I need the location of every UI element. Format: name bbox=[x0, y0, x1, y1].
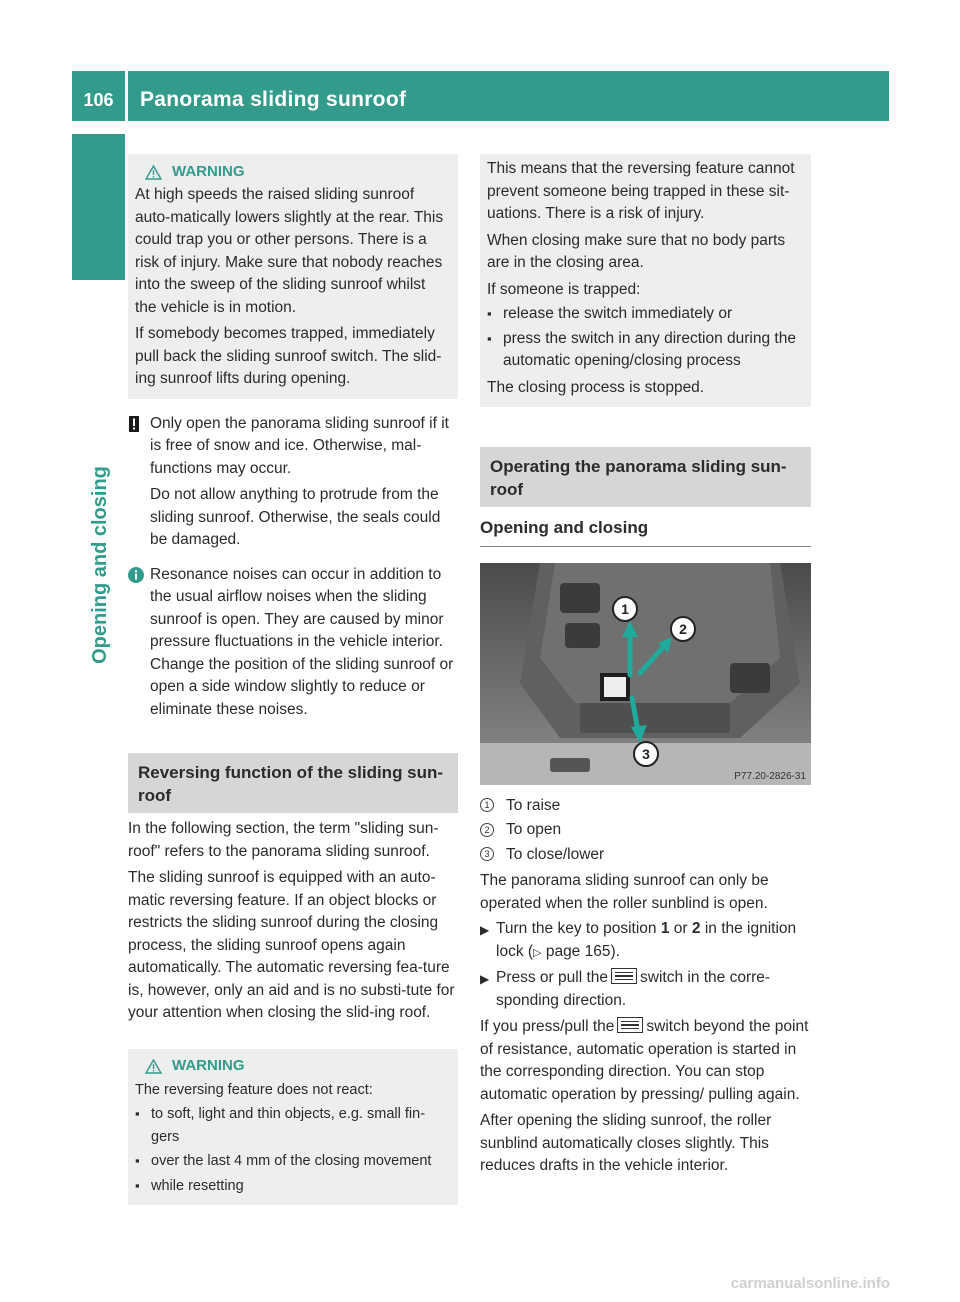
bullet-text: release the switch immediately or bbox=[503, 305, 733, 322]
warning-text: If someone is trapped: bbox=[487, 280, 641, 298]
step-arrow-icon: ▶ bbox=[480, 923, 490, 937]
warning-text: This means that the reversing feature cannot prevent someone being trapped in these sit-uations. There is a risk of injury. bbox=[487, 160, 795, 222]
warning-text: At high speeds the raised sliding sunroof auto-matically lowers slightly at the rear. This could trap you or other persons. There is a risk of injury. Make sure that nobody reaches into the sweep of the sliding sunroof whilst the vehicle is in motion. bbox=[135, 186, 444, 316]
bullet-item bbox=[487, 303, 804, 326]
left-column bbox=[128, 154, 458, 1205]
caption-text: To open bbox=[506, 821, 562, 838]
step-text: Turn the key to position 1 or 2 in the ignition lock (▷ page 165). bbox=[496, 920, 797, 960]
bullet-item bbox=[135, 1175, 451, 1198]
subheading-opening-closing: Opening and closing bbox=[480, 507, 811, 547]
warning-triangle-icon bbox=[145, 1059, 162, 1074]
info-text: Resonance noises can occur in addition to the usual airflow noises when the sliding sunroof is open. They are caused by minor pressure fluctuations in the vehicle interior. Change the position of the sliding sunroof or open a side window slightly to reduce or eliminate these noises. bbox=[150, 565, 454, 718]
svg-text:2: 2 bbox=[679, 620, 687, 637]
caution-body bbox=[146, 413, 458, 552]
instruction-step bbox=[480, 967, 811, 1012]
svg-text:1: 1 bbox=[621, 600, 629, 617]
exclamation-icon bbox=[128, 416, 146, 552]
chapter-label bbox=[80, 466, 120, 664]
step-text: Press or pull the switch in the corre-sponding direction. bbox=[496, 969, 771, 1009]
warning-box-continued bbox=[480, 154, 811, 407]
bullet-marker: ▪ bbox=[135, 1177, 140, 1193]
caption-text: To close/lower bbox=[506, 845, 605, 863]
callout-2 bbox=[671, 617, 695, 641]
bullet-marker: ▪ bbox=[135, 1153, 140, 1168]
warning-heading bbox=[145, 160, 451, 184]
callout-1 bbox=[613, 597, 637, 621]
caption-item bbox=[480, 819, 811, 842]
page-ref-arrow-icon: ▷ bbox=[533, 946, 542, 959]
info-icon bbox=[128, 567, 146, 722]
caption-number: 3 bbox=[480, 844, 506, 867]
page-title: Panorama sliding sunroof bbox=[140, 88, 407, 111]
warning-heading-text: WARNING bbox=[172, 1057, 245, 1075]
warning-text: When closing make sure that no body parts are in the closing area. bbox=[487, 231, 786, 271]
body-paragraph: After opening the sliding sunroof, the roller sunblind automatically closes slightly. This reduces drafts in the vehicle interior. bbox=[480, 1112, 772, 1174]
warning-box-2 bbox=[128, 1049, 458, 1206]
sunroof-switch-icon bbox=[611, 968, 637, 984]
caution-text: Only open the panorama sliding sunroof if it is free of snow and ice. Otherwise, mal-functions may occur. bbox=[150, 414, 449, 477]
footer-watermark: carmanualsonline.info bbox=[730, 1275, 890, 1292]
page-header bbox=[72, 71, 889, 121]
bullet-text: over the last 4 mm of the closing movement bbox=[151, 1153, 432, 1169]
body-paragraph: The panorama sliding sunroof can only be operated when the roller sunblind is open. bbox=[480, 872, 769, 912]
warning-text: If somebody becomes trapped, immediately pull back the sliding sunroof switch. The slid-ing sunroof lifts during opening. bbox=[135, 325, 442, 387]
right-column bbox=[480, 154, 811, 1178]
warning-triangle-icon bbox=[145, 165, 162, 180]
bullet-marker: ▪ bbox=[487, 306, 492, 321]
sunroof-switch-icon bbox=[617, 1017, 643, 1033]
page-number: 106 bbox=[83, 90, 114, 110]
caption-item bbox=[480, 795, 811, 818]
bullet-item bbox=[135, 1103, 451, 1148]
step-arrow-icon: ▶ bbox=[480, 972, 490, 986]
bullet-marker: ▪ bbox=[135, 1106, 140, 1121]
caption-number: 2 bbox=[480, 819, 506, 842]
instruction-step bbox=[480, 918, 811, 964]
info-body bbox=[146, 564, 458, 722]
bullet-text: while resetting bbox=[151, 1177, 244, 1194]
bullet-text: to soft, light and thin objects, e.g. small fin-gers bbox=[151, 1106, 426, 1145]
info-note bbox=[128, 564, 458, 722]
bullet-item bbox=[135, 1150, 451, 1173]
body-paragraph: The sliding sunroof is equipped with an auto-matic reversing feature. If an object blocks or restricts the sliding sunroof during the closing process, the sliding sunroof opens again automatically. The automatic reversing fea-ture is, however, only an aid and is no substi-tute for your attention when closing the slid-ing roof. bbox=[128, 869, 455, 1021]
caption-item bbox=[480, 844, 811, 867]
body-paragraph: If you press/pull the switch beyond the point of resistance, automatic operation is started in the corresponding direction. You can stop automatic operation by pressing/ pulling again. bbox=[480, 1018, 809, 1103]
section-heading-reversing: Reversing function of the sliding sun-roof bbox=[128, 753, 458, 813]
page-reference-link[interactable]: page 165). bbox=[541, 942, 620, 960]
caption-number: 1 bbox=[480, 795, 506, 818]
section-heading-operating: Operating the panorama sliding sun-roof bbox=[480, 447, 811, 507]
caption-text: To raise bbox=[506, 796, 561, 814]
figure-code: P77.20-2826-31 bbox=[734, 770, 806, 782]
bullet-text: press the switch in any direction during the automatic opening/closing process bbox=[503, 329, 796, 369]
callout-3 bbox=[634, 742, 658, 766]
svg-text:3: 3 bbox=[642, 745, 650, 762]
warning-heading-text: WARNING bbox=[172, 162, 245, 180]
caution-note bbox=[128, 413, 458, 552]
caution-text: Do not allow anything to protrude from the sliding sunroof. Otherwise, the seals could be damaged. bbox=[150, 486, 441, 548]
chapter-label-text: Opening and closing bbox=[88, 466, 111, 664]
body-paragraph: In the following section, the term "sliding sun-roof" refers to the panorama sliding sunroof. bbox=[128, 820, 439, 860]
warning-heading bbox=[145, 1055, 451, 1079]
chapter-tab bbox=[72, 134, 125, 280]
warning-text: The closing process is stopped. bbox=[487, 378, 705, 396]
warning-box-1 bbox=[128, 154, 458, 399]
overhead-console-illustration bbox=[480, 563, 811, 785]
header-divider bbox=[125, 71, 128, 121]
bullet-marker: ▪ bbox=[487, 330, 492, 346]
bullet-item bbox=[487, 328, 804, 373]
warning-intro: The reversing feature does not react: bbox=[135, 1081, 373, 1098]
sunroof-switch-photo bbox=[480, 563, 811, 785]
